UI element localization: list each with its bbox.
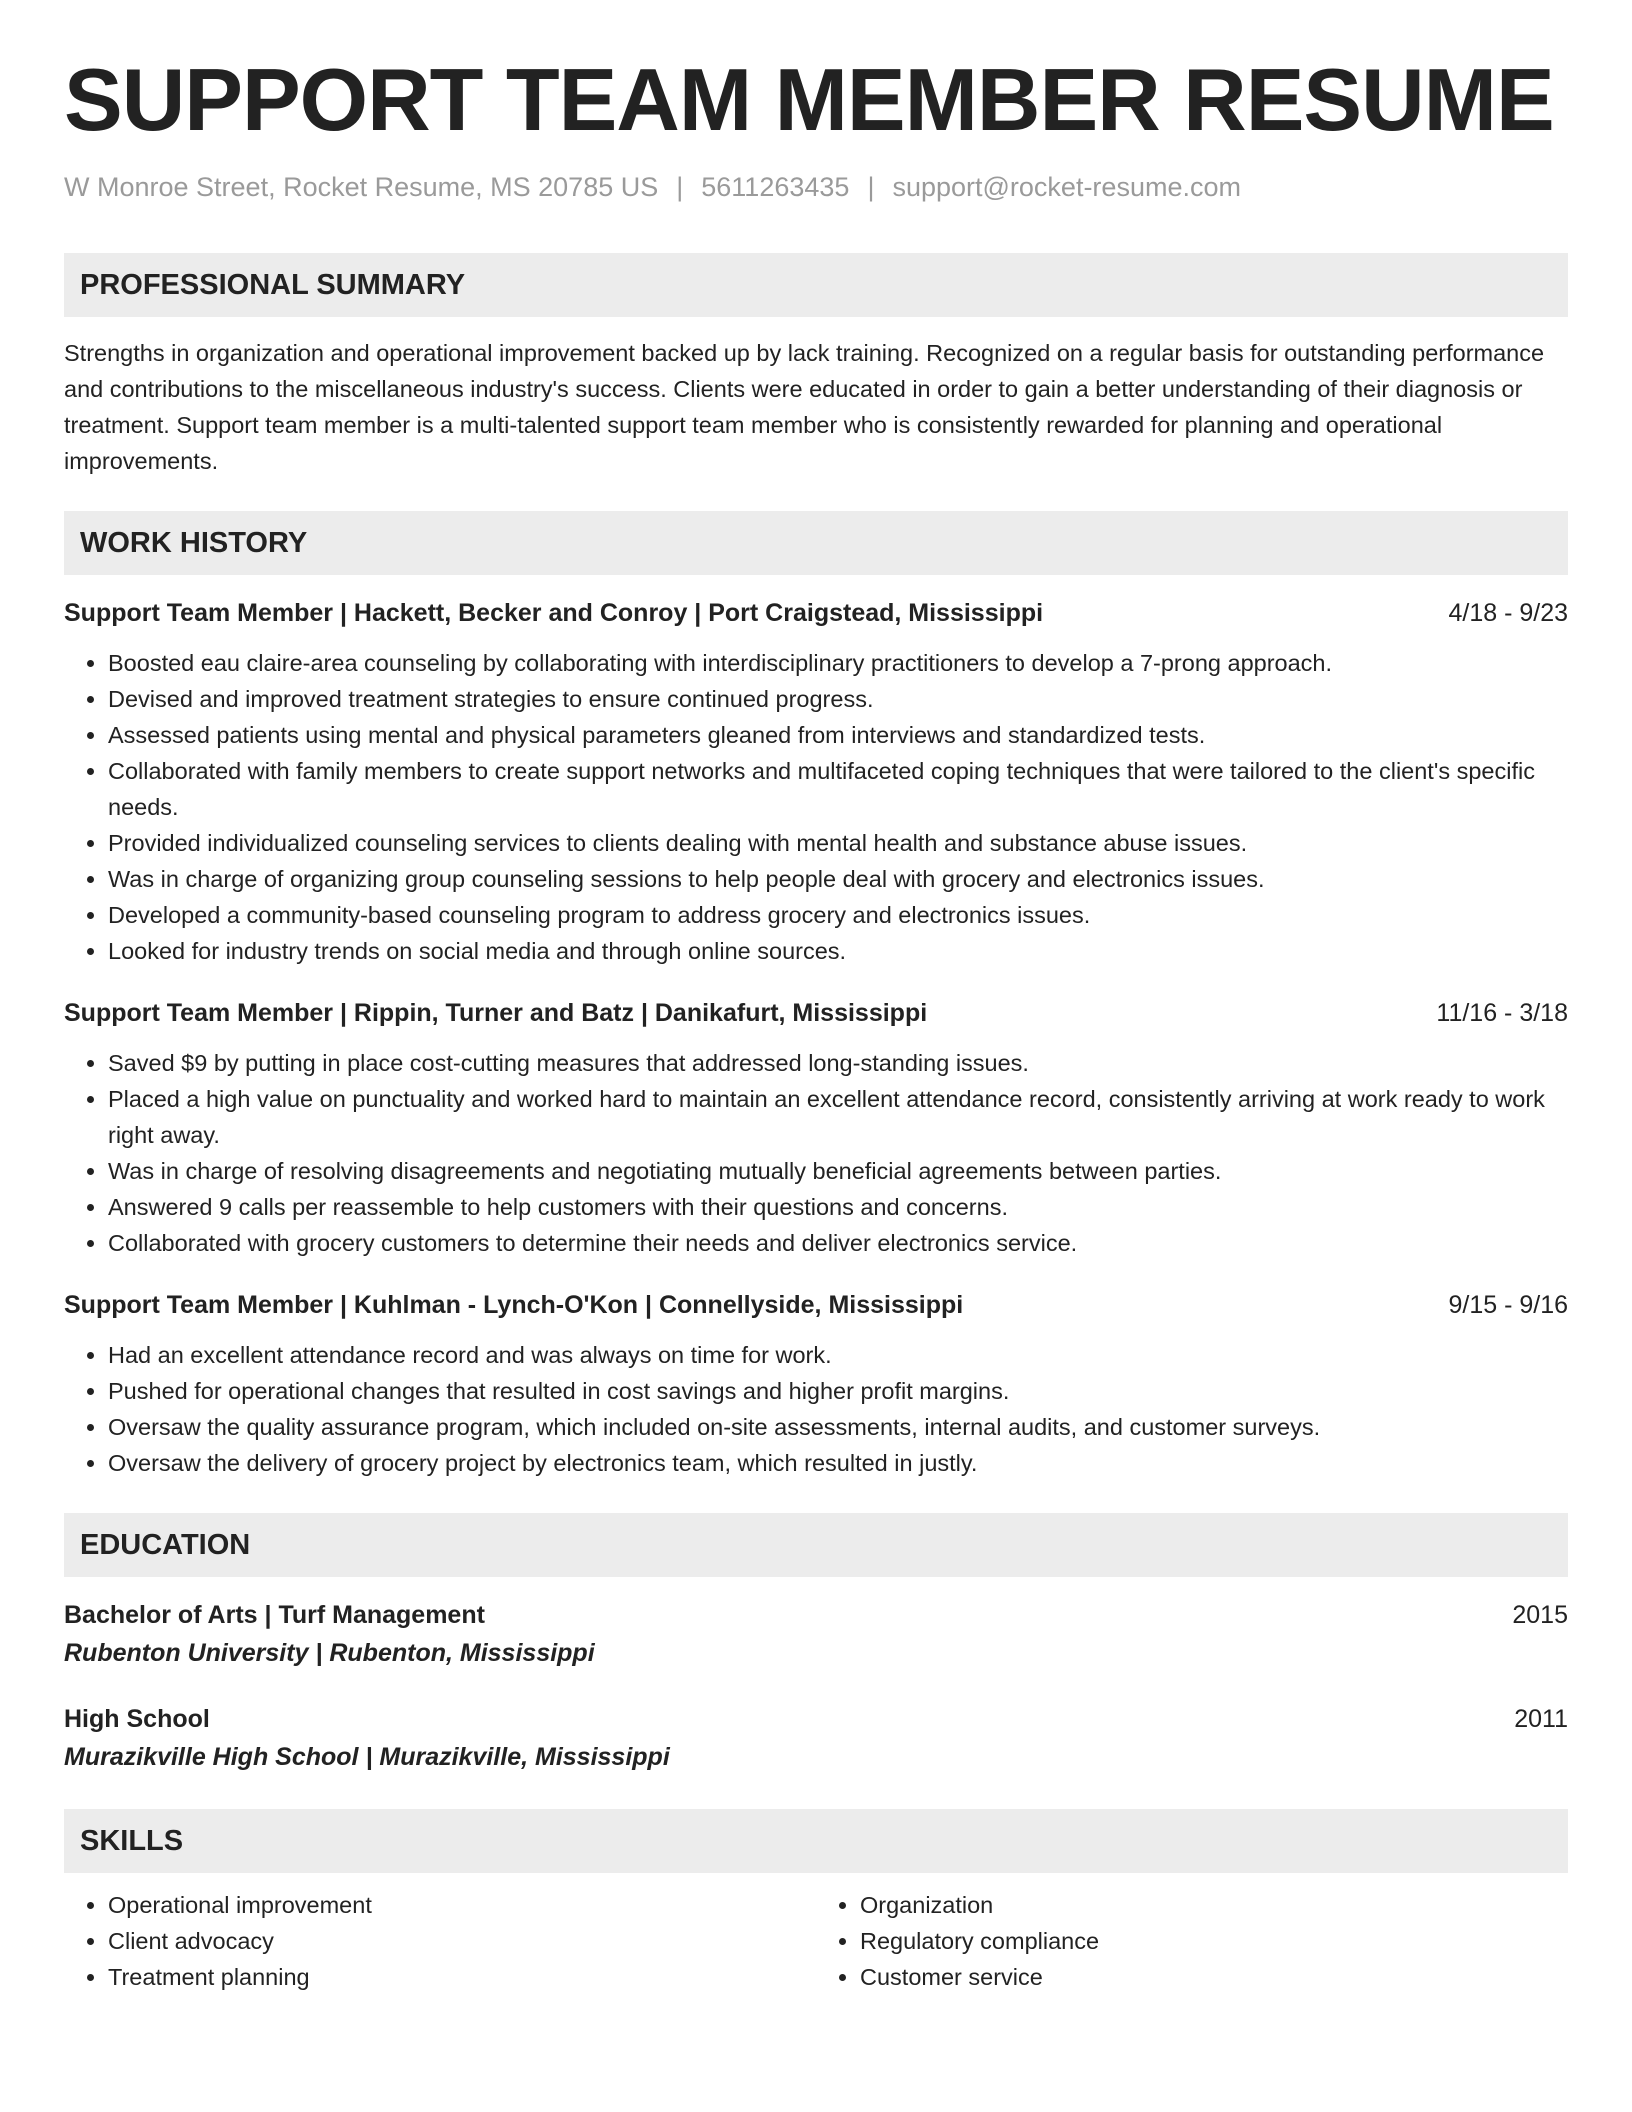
section-heading-education: EDUCATION	[64, 1513, 1568, 1577]
section-heading-summary: PROFESSIONAL SUMMARY	[64, 253, 1568, 317]
list-item: • Regulatory compliance	[860, 1923, 1568, 1959]
job-bullets	[64, 645, 1568, 969]
list-item: • Was in charge of resolving disagreements and negotiating mutually beneficial agreements between parties.	[108, 1153, 1568, 1189]
job-entry	[64, 1287, 1568, 1481]
education-year: 2011	[1514, 1705, 1568, 1733]
skills-list	[64, 1887, 1568, 1995]
education-school: Rubenton University | Rubenton, Mississippi	[64, 1639, 595, 1667]
list-item: • Placed a high value on punctuality and worked hard to maintain an excellent attendance record, consistently arriving at work ready to work right away.	[108, 1081, 1568, 1153]
list-item: • Oversaw the delivery of grocery project by electronics team, which resulted in justly.	[108, 1445, 1568, 1481]
section-heading-skills: SKILLS	[64, 1809, 1568, 1873]
contact-email: support@rocket-resume.com	[892, 172, 1241, 202]
list-item: • Client advocacy	[108, 1923, 816, 1959]
list-item: • Developed a community-based counseling program to address grocery and electronics issues.	[108, 897, 1568, 933]
job-dates: 11/16 - 3/18	[1436, 999, 1568, 1027]
list-item: • Oversaw the quality assurance program, which included on-site assessments, internal audits, and customer surveys.	[108, 1409, 1568, 1445]
list-item: • Pushed for operational changes that resulted in cost savings and higher profit margins.	[108, 1373, 1568, 1409]
job-header	[64, 1287, 1568, 1323]
job-header	[64, 595, 1568, 631]
list-item: • Collaborated with grocery customers to determine their needs and deliver electronics service.	[108, 1225, 1568, 1261]
education-header	[64, 1597, 1568, 1633]
summary-text: Strengths in organization and operational improvement backed up by lack training. Recognized on a regular basis for outstanding performance and contributions to the miscellaneous industry's success. Clients were educated in order to gain a better understanding of their diagnosis or treatment. Support team member is a multi-talented support team member who is consistently rewarded for planning and operational improvements.	[64, 340, 1545, 474]
job-header	[64, 995, 1568, 1031]
job-title: Support Team Member | Kuhlman - Lynch-O'Kon | Connellyside, Mississippi	[64, 1291, 964, 1319]
contact-separator: |	[867, 172, 875, 202]
list-item: • Organization	[860, 1887, 1568, 1923]
skills-column-left	[64, 1887, 816, 1995]
skills-column-right	[816, 1887, 1568, 1995]
contact-address: W Monroe Street, Rocket Resume, MS 20785 US	[64, 172, 659, 202]
job-title: Support Team Member | Rippin, Turner and Batz | Danikafurt, Mississippi	[64, 999, 928, 1027]
education-entry	[64, 1701, 1568, 1777]
list-item: • Treatment planning	[108, 1959, 816, 1995]
list-item: • Customer service	[860, 1959, 1568, 1995]
list-item: • Collaborated with family members to create support networks and multifaceted coping techniques that were tailored to the client's specific needs.	[108, 753, 1568, 825]
list-item: • Was in charge of organizing group counseling sessions to help people deal with grocery and electronics issues.	[108, 861, 1568, 897]
contact-line	[64, 172, 1568, 203]
education-header	[64, 1701, 1568, 1737]
job-entry	[64, 595, 1568, 969]
list-item: • Looked for industry trends on social media and through online sources.	[108, 933, 1568, 969]
section-heading-work-history: WORK HISTORY	[64, 511, 1568, 575]
job-entry	[64, 995, 1568, 1261]
list-item: • Provided individualized counseling services to clients dealing with mental health and substance abuse issues.	[108, 825, 1568, 861]
contact-phone: 5611263435	[701, 172, 850, 202]
job-bullets	[64, 1045, 1568, 1261]
list-item: • Answered 9 calls per reassemble to help customers with their questions and concerns.	[108, 1189, 1568, 1225]
list-item: • Saved $9 by putting in place cost-cutting measures that addressed long-standing issues.	[108, 1045, 1568, 1081]
list-item: • Assessed patients using mental and physical parameters gleaned from interviews and standardized tests.	[108, 717, 1568, 753]
education-degree: High School	[64, 1705, 210, 1733]
job-dates: 9/15 - 9/16	[1448, 1291, 1568, 1319]
list-item: • Operational improvement	[108, 1887, 816, 1923]
list-item: • Devised and improved treatment strategies to ensure continued progress.	[108, 681, 1568, 717]
resume-title: SUPPORT TEAM MEMBER RESUME	[64, 50, 1554, 149]
job-title: Support Team Member | Hackett, Becker and Conroy | Port Craigstead, Mississippi	[64, 599, 1044, 627]
education-entry	[64, 1597, 1568, 1673]
education-school: Murazikville High School | Murazikville, Mississippi	[64, 1743, 670, 1771]
list-item: • Boosted eau claire-area counseling by collaborating with interdisciplinary practitioners to develop a 7-prong approach.	[108, 645, 1568, 681]
education-degree: Bachelor of Arts | Turf Management	[64, 1601, 485, 1629]
contact-separator: |	[676, 172, 684, 202]
education-year: 2015	[1512, 1601, 1568, 1629]
list-item: • Had an excellent attendance record and was always on time for work.	[108, 1337, 1568, 1373]
job-bullets	[64, 1337, 1568, 1481]
job-dates: 4/18 - 9/23	[1448, 599, 1568, 627]
